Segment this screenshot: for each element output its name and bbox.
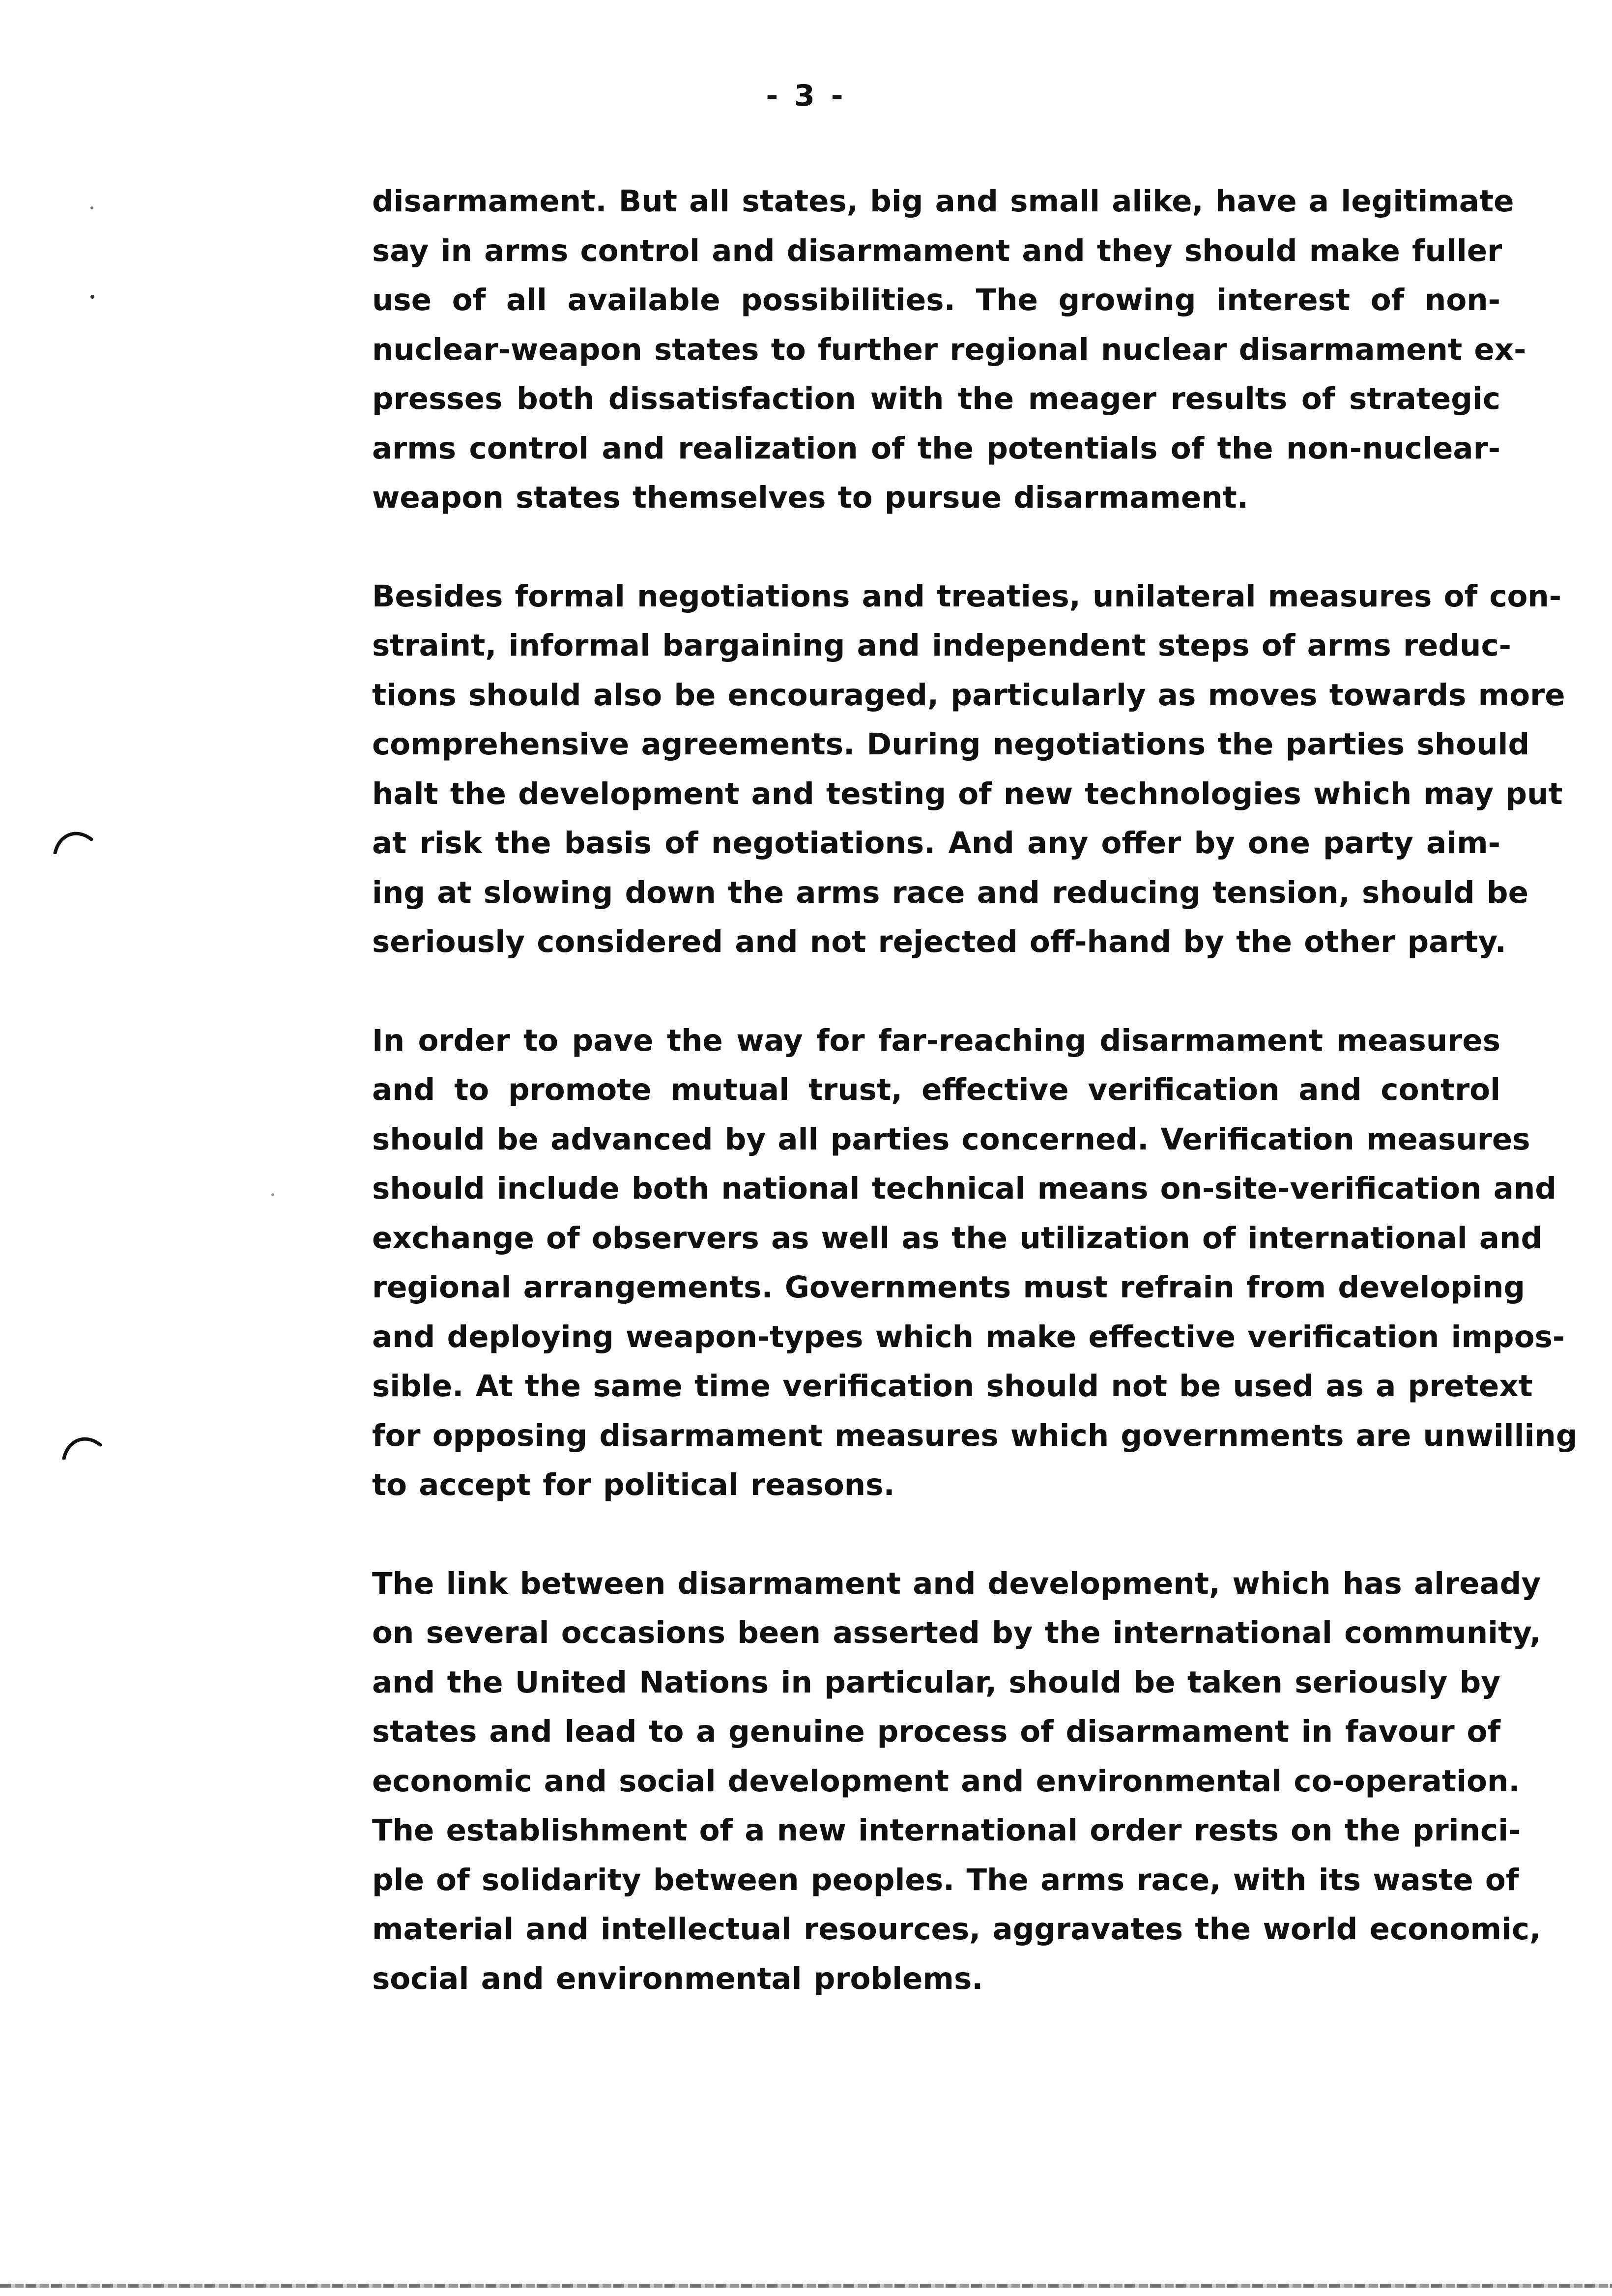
text-line: The link between disarmament and development, which has already	[372, 1566, 1541, 1601]
text-line: at risk the basis of negotiations. And any offer by one party aim-	[372, 826, 1500, 861]
text-line: economic and social development and environmental co-operation.	[372, 1763, 1520, 1799]
punch-hole-mark	[61, 1430, 102, 1460]
text-line: nuclear-weapon states to further regional nuclear disarmament ex-	[372, 332, 1526, 367]
paragraph	[372, 1016, 1578, 1510]
text-line: ple of solidarity between peoples. The arms race, with its waste of	[372, 1862, 1519, 1897]
text-line: exchange of observers as well as the utilization of international and	[372, 1220, 1543, 1256]
text-line: states and lead to a genuine process of disarmament in favour of	[372, 1714, 1500, 1749]
text-line: In order to pave the way for far-reaching disarmament measures	[372, 1023, 1500, 1058]
text-line: and the United Nations in particular, should be taken seriously by	[372, 1665, 1500, 1700]
text-line: should be advanced by all parties concerned. Verification measures	[372, 1121, 1530, 1157]
text-line: social and environmental problems.	[372, 1961, 983, 1996]
text-line: Besides formal negotiations and treaties, unilateral measures of con-	[372, 578, 1562, 614]
margin-dot-mark	[271, 1193, 274, 1196]
text-line: The establishment of a new international order rests on the princi-	[372, 1813, 1521, 1848]
text-line: straint, informal bargaining and independent steps of arms reduc-	[372, 628, 1511, 663]
text-line: ing at slowing down the arms race and reducing tension, should be	[372, 875, 1528, 910]
text-line: arms control and realization of the potentials of the non-nuclear-	[372, 430, 1500, 466]
text-line: disarmament. But all states, big and small alike, have a legitimate	[372, 184, 1514, 219]
document-body	[372, 177, 1578, 2053]
text-line: regional arrangements. Governments must refrain from developing	[372, 1270, 1526, 1305]
text-line: comprehensive agreements. During negotiations the parties should	[372, 727, 1530, 762]
text-line: to accept for political reasons.	[372, 1467, 895, 1502]
text-line: halt the development and testing of new technologies which may put	[372, 776, 1563, 811]
text-line: on several occasions been asserted by the international community,	[372, 1615, 1541, 1650]
punch-hole-mark	[52, 825, 93, 854]
paragraph	[372, 572, 1565, 967]
text-line: say in arms control and disarmament and they should make fuller	[372, 233, 1502, 268]
text-line: and deploying weapon-types which make effective verification impos-	[372, 1319, 1565, 1354]
text-line: sible. At the same time verification should not be used as a pretext	[372, 1369, 1533, 1404]
text-line: should include both national technical means on-site-verification and	[372, 1171, 1556, 1206]
paragraph	[372, 1559, 1541, 2004]
margin-dot-mark	[90, 206, 93, 209]
text-line: material and intellectual resources, aggravates the world economic,	[372, 1912, 1541, 1947]
paragraph	[372, 177, 1526, 523]
text-line: seriously considered and not rejected off-hand by the other party.	[372, 924, 1506, 959]
scan-bottom-edge	[0, 2284, 1612, 2288]
page-number: - 3 -	[766, 79, 846, 113]
text-line: use of all available possibilities. The growing interest of non-	[372, 283, 1500, 317]
text-line: and to promote mutual trust, effective verification and control	[372, 1072, 1500, 1107]
text-line: presses both dissatisfaction with the meager results of strategic	[372, 381, 1500, 416]
text-line: for opposing disarmament measures which governments are unwilling	[372, 1418, 1578, 1453]
text-line: tions should also be encouraged, particularly as moves towards more	[372, 677, 1565, 713]
text-line: weapon states themselves to pursue disarmament.	[372, 480, 1248, 515]
margin-dot-mark	[90, 295, 94, 299]
